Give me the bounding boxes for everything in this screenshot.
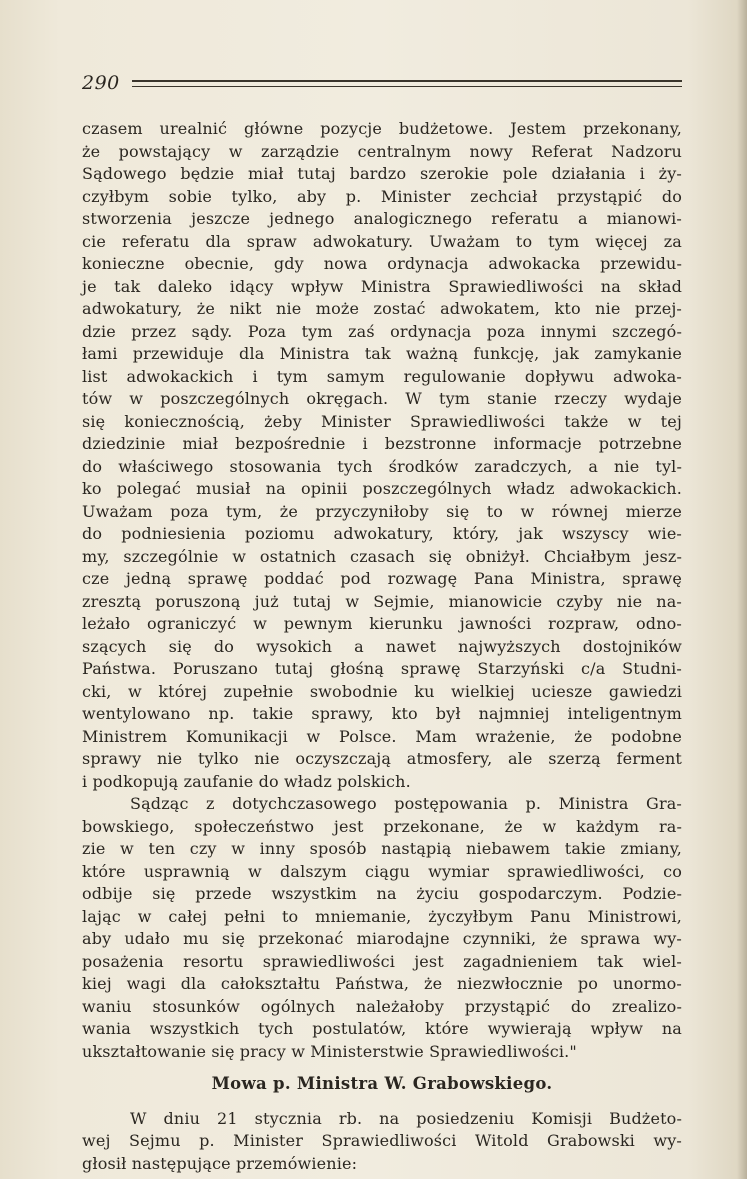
- text-line: tów w poszczególnych okręgach. W tym stanie rzeczy wydaje: [82, 389, 682, 408]
- page-header: [82, 72, 682, 96]
- paragraph-1: [82, 118, 682, 793]
- text-line: ko polegać musiał na opinii poszczególnych władz adwokackich.: [82, 479, 682, 498]
- text-line: sprawy nie tylko nie oczyszczają atmosfery, ale szerzą ferment: [82, 749, 682, 768]
- text-line: cki, w której zupełnie swobodnie ku wielkiej uciesze gawiedzi: [82, 681, 682, 701]
- section-heading: Mowa p. Ministra W. Grabowskiego.: [211, 1074, 553, 1093]
- text-line: Państwa. Poruszano tutaj głośną sprawę Starzyński c/a Studni-: [82, 659, 682, 678]
- page-edge-shadow: [737, 0, 747, 1179]
- text-line: do podniesienia poziomu adwokatury, który, jak wszyscy wie-: [82, 524, 682, 543]
- text-line: głosił następujące przemówienie:: [82, 1153, 358, 1173]
- text-line: które usprawnią w dalszym ciągu wymiar sprawiedliwości, co: [82, 861, 682, 881]
- text-line: list adwokackich i tym samym regulowanie dopływu adwoka-: [82, 366, 682, 386]
- text-line: zresztą poruszoną już tutaj w Sejmie, mianowicie czyby nie na-: [82, 591, 682, 611]
- text-line: cze jedną sprawę poddać pod rozwagę Pana Ministra, sprawę: [82, 569, 682, 588]
- text-line: czyłbym sobie tylko, aby p. Minister zechciał przystąpić do: [82, 186, 682, 206]
- text-line: konieczne obecnie, gdy nowa ordynacja adwokacka przewidu-: [82, 254, 682, 273]
- text-line: Uważam poza tym, że przyczyniłoby się to w równej mierze: [82, 501, 682, 521]
- paragraph-3: [82, 1108, 682, 1176]
- text-line: Sądząc z dotychczasowego postępowania p. Ministra Gra-: [130, 794, 682, 813]
- text-line: szących się do wysokich a nawet najwyższych dostojników: [82, 636, 682, 656]
- text-line: je tak daleko idący wpływ Ministra Sprawiedliwości na skład: [82, 276, 682, 296]
- text-line: Sądowego będzie miał tutaj bardzo szerokie pole działania i ży-: [82, 164, 682, 183]
- paragraph-2: [82, 793, 682, 1063]
- text-line: bowskiego, społeczeństwo jest przekonane, że w każdym ra-: [82, 816, 682, 836]
- text-line: aby udało mu się przekonać miarodajne czynniki, że sprawa wy-: [82, 929, 682, 948]
- text-line: stworzenia jeszcze jednego analogicznego referatu a mianowi-: [82, 209, 682, 228]
- text-line: czasem urealnić główne pozycje budżetowe. Jestem przekonany,: [82, 119, 682, 138]
- text-line: waniu stosunków ogólnych należałoby przystąpić do zrealizo-: [82, 996, 682, 1016]
- text-line: się koniecznością, żeby Minister Sprawiedliwości także w tej: [82, 411, 682, 431]
- text-line: łami przewiduje dla Ministra tak ważną funkcję, jak zamykanie: [82, 344, 682, 363]
- text-line: i podkopują zaufanie do władz polskich.: [82, 771, 411, 791]
- text-line: kiej wagi dla całokształtu Państwa, że niezwłocznie po unormo-: [82, 974, 682, 993]
- text-line: my, szczególnie w ostatnich czasach się obniżył. Chciałbym jesz-: [82, 546, 682, 566]
- text-line: wej Sejmu p. Minister Sprawiedliwości Witold Grabowski wy-: [82, 1131, 682, 1150]
- text-line: zie w ten czy w inny sposób nastąpią niebawem takie zmiany,: [82, 839, 682, 858]
- text-line: adwokatury, że nikt nie może zostać adwokatem, kto nie przej-: [82, 299, 682, 318]
- page-number: 290: [82, 72, 120, 94]
- text-line: że powstający w zarządzie centralnym nowy Referat Nadzoru: [82, 141, 682, 161]
- text-line: wania wszystkich tych postulatów, które wywierają wpływ na: [82, 1019, 682, 1038]
- text-line: Ministrem Komunikacji w Polsce. Mam wrażenie, że podobne: [82, 726, 682, 746]
- text-line: leżało ograniczyć w pewnym kierunku jawności rozpraw, odno-: [82, 614, 682, 633]
- text-line: ukształtowanie się pracy w Ministerstwie Sprawiedliwości.": [82, 1041, 577, 1061]
- text-line: do właściwego stosowania tych środków zaradczych, a nie tyl-: [82, 456, 682, 476]
- header-rule: [132, 80, 682, 87]
- text-line: W dniu 21 stycznia rb. na posiedzeniu Komisji Budżeto-: [130, 1108, 682, 1128]
- text-line: cie referatu dla spraw adwokatury. Uważam to tym więcej za: [82, 231, 682, 251]
- text-line: posażenia resortu sprawiedliwości jest zagadnieniem tak wiel-: [82, 951, 682, 971]
- text-line: lając w całej pełni to mniemanie, życzyłbym Panu Ministrowi,: [82, 906, 682, 926]
- text-line: dziedzinie miał bezpośrednie i bezstronne informacje potrzebne: [82, 434, 682, 453]
- text-line: wentylowano np. takie sprawy, kto był najmniej inteligentnym: [82, 704, 682, 723]
- text-line: odbije się przede wszystkim na życiu gospodarczym. Podzie-: [82, 884, 682, 903]
- body-text: [82, 118, 682, 1175]
- text-line: dzie przez sądy. Poza tym zaś ordynacja poza innymi szczegó-: [82, 321, 682, 341]
